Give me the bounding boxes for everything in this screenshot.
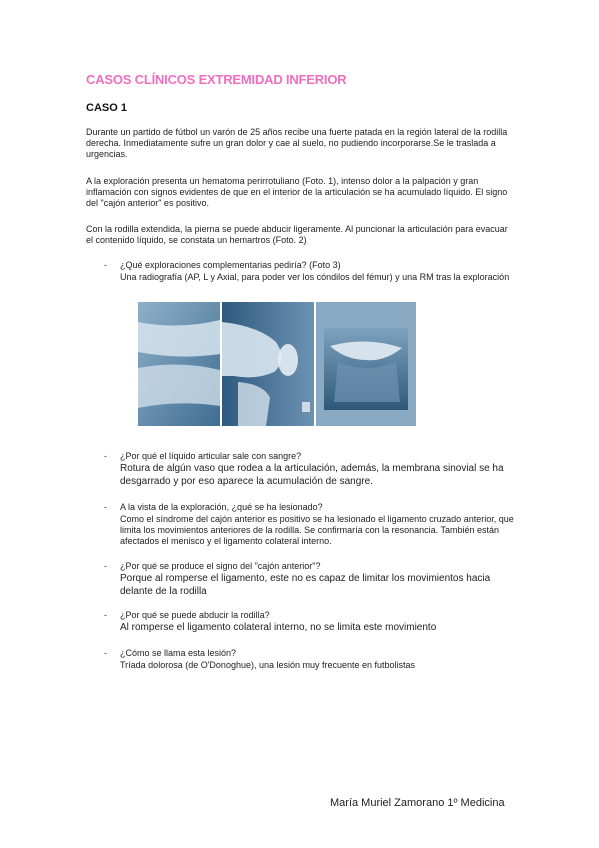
question-text: A la vista de la exploración, ¿qué se ha lesionado?	[120, 502, 323, 512]
author-footer: María Muriel Zamorano 1º Medicina	[330, 797, 505, 809]
knee-xray-image	[138, 302, 416, 426]
intro-paragraph: Durante un partido de fútbol un varón de 25 años recibe una fuerte patada en la región lateral de la rodilla derecha. Inmediatamente sufre un gran dolor y cae al suelo, no pudiendo incorporarse.Se le traslada a urgencias.	[86, 127, 508, 159]
question-text: ¿Por qué el líquido articular sale con sangre?	[120, 451, 302, 461]
list-dash: -	[104, 648, 107, 658]
case-heading: CASO 1	[86, 102, 127, 114]
question-text: ¿Por qué se puede abducir la rodilla?	[120, 610, 270, 620]
list-dash: -	[104, 502, 107, 512]
answer-text: Rotura de algún vaso que rodea a la articulación, además, la membrana sinovial se ha desgarrado y por eso aparece la acumulación de sangre.	[120, 463, 504, 487]
question-text: ¿Cómo se llama esta lesión?	[120, 648, 237, 658]
answer-text: Una radiografía (AP, L y Axial, para poder ver los cóndilos del fémur) y una RM tras la exploración	[120, 272, 510, 282]
list-dash: -	[104, 610, 107, 620]
exploration-paragraph: A la exploración presenta un hematoma perirrotuliano (Foto. 1), intenso dolor a la palpación y gran inflamación con signos evidentes de que en el interior de la articulación se ha acumulado líquido. El signo del "cajón anterior" es positivo.	[86, 176, 508, 208]
document-title: CASOS CLÍNICOS EXTREMIDAD INFERIOR	[86, 72, 347, 87]
list-dash: -	[104, 561, 107, 571]
answer-text: Como el síndrome del cajón anterior es positivo se ha lesionado el ligamento cruzado anterior, que limita los movimientos anteriores de la rodilla. Se confirmaría con la resonancia. También están afectados el menisco y el ligamento colateral interno.	[120, 514, 514, 546]
answer-text: Tríada dolorosa (de O'Donoghue), una lesión muy frecuente en futbolistas	[120, 660, 416, 670]
answer-text: Al romperse el ligamento colateral interno, no se limita este movimiento	[120, 622, 437, 633]
question-text: ¿Por qué se produce el signo del "cajón anterior"?	[120, 561, 321, 571]
answer-text: Porque al romperse el ligamento, este no es capaz de limitar los movimientos hacia delante de la rodilla	[120, 573, 491, 597]
question-text: ¿Qué exploraciones complementarias pediría? (Foto 3)	[120, 260, 341, 270]
abduction-paragraph: Con la rodilla extendida, la pierna se puede abducir ligeramente. Al puncionar la articulación para evacuar el contenido líquido, se constata un hemartros (Foto. 2)	[86, 224, 508, 245]
list-dash: -	[104, 260, 107, 270]
list-dash: -	[104, 451, 107, 461]
